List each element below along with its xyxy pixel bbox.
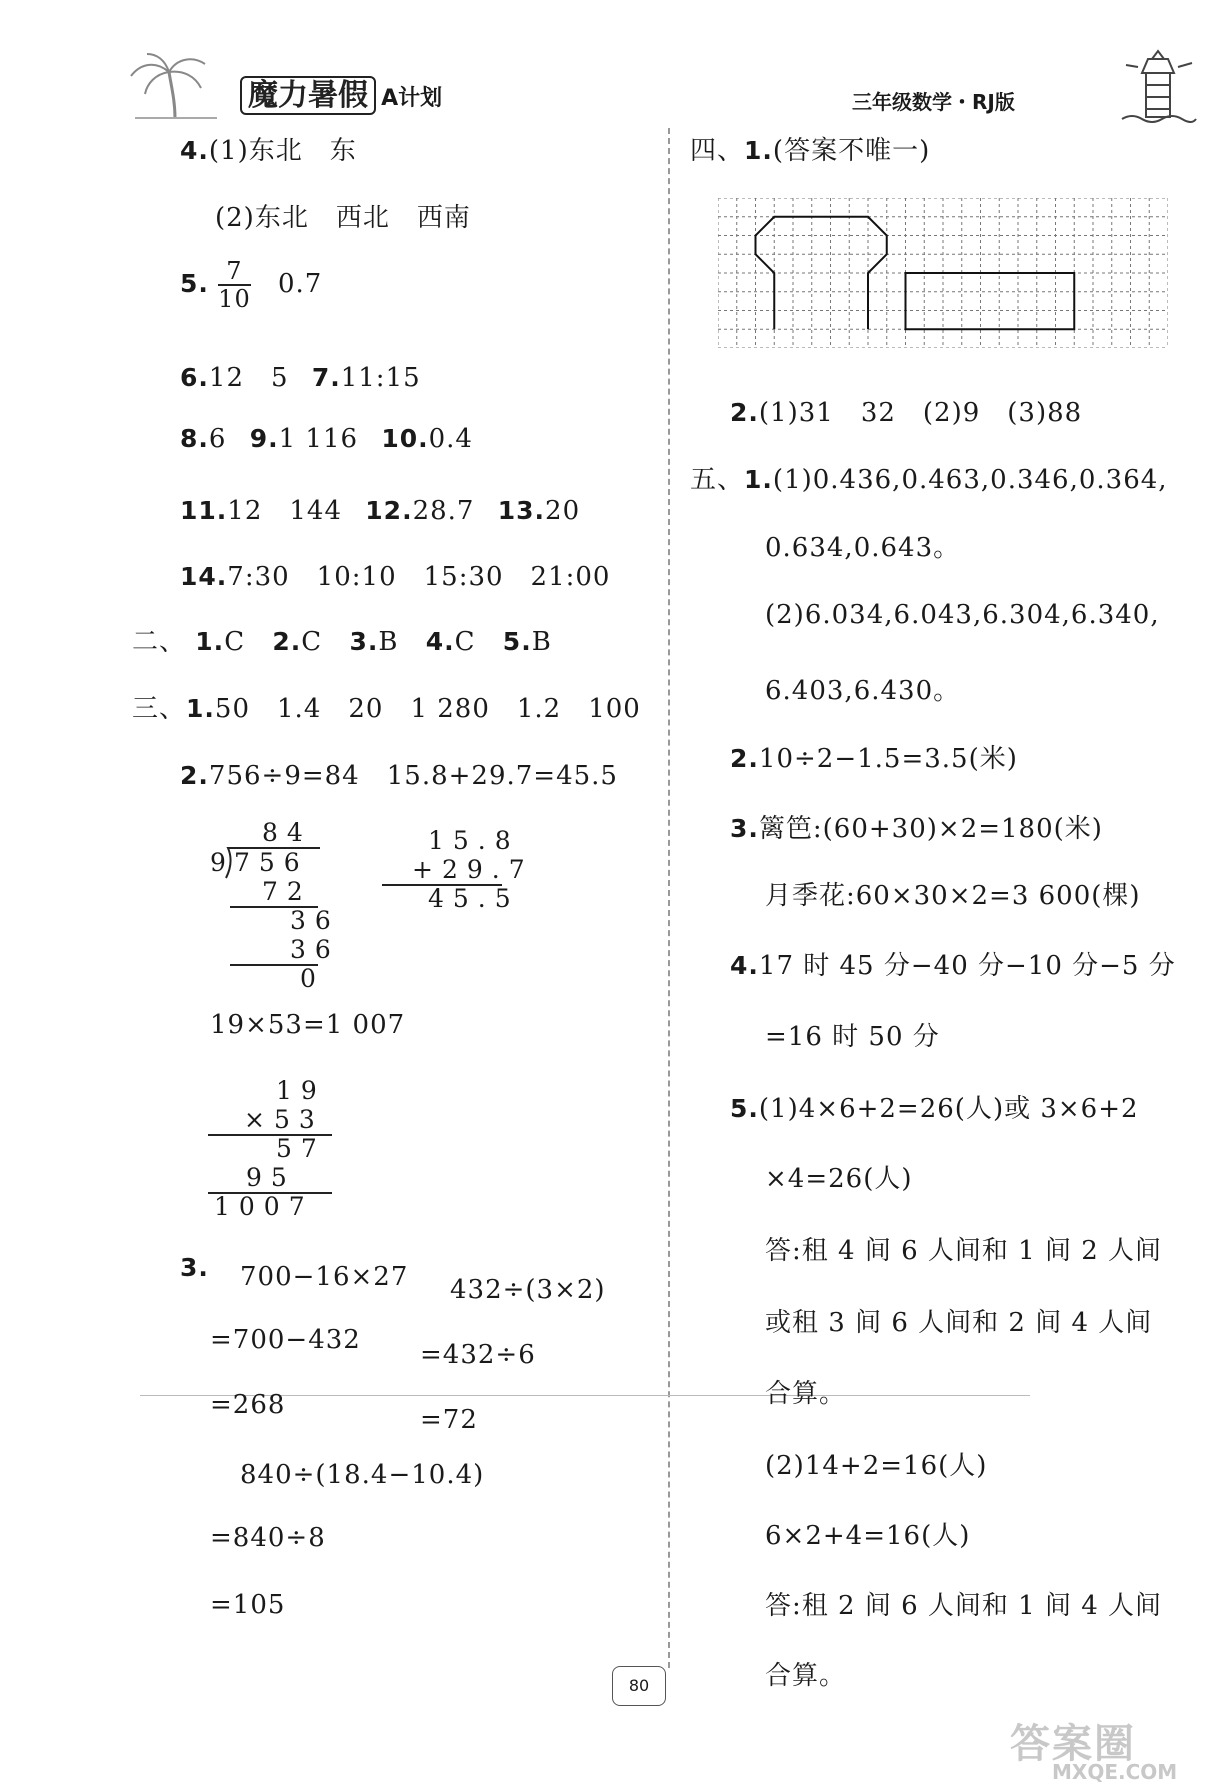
section5-q1-line1: 五、1.(1)0.436,0.463,0.346,0.364, (690, 465, 1168, 495)
section5-q4-line1: 4.17 时 45 分−40 分−10 分−5 分 (730, 951, 1176, 981)
section5-q5-line4: 或租 3 间 6 人间和 2 间 4 人间 (765, 1308, 1153, 1338)
page-number: 80 (612, 1666, 666, 1706)
lighthouse-icon (1118, 45, 1198, 125)
division-step2: 36 (290, 906, 340, 935)
multiplication-top: 19 (276, 1076, 326, 1105)
calc-b-line3: =72 (420, 1405, 478, 1435)
section5-q3-line1: 3.篱笆:(60+30)×2=180(米) (730, 814, 1103, 844)
section5-q1-line3: (2)6.034,6.043,6.304,6.340, (765, 600, 1160, 630)
section5-q3-line2: 月季花:60×30×2=3 600(棵) (765, 881, 1141, 911)
section3-q2: 2.756÷9=84 15.8+29.7=45.5 (180, 761, 618, 791)
section5-q2: 2.10÷2−1.5=3.5(米) (730, 744, 1018, 774)
section5-q5-line8: 答:租 2 间 6 人间和 1 间 4 人间 (765, 1591, 1163, 1621)
multiplication-partial1: 57 (276, 1134, 326, 1163)
watermark-logo: 答案圈 (1010, 1721, 1136, 1767)
calc-c-line3: =105 (210, 1590, 286, 1620)
answer-grid (718, 198, 1168, 348)
section5-q5-line7: 6×2+4=16(人) (765, 1521, 971, 1551)
section5-q4-line2: =16 时 50 分 (765, 1022, 940, 1052)
section5-q5-line9: 合算。 (765, 1661, 847, 1691)
division-dividend: 756 (234, 848, 309, 877)
calc-c-line1: 840÷(18.4−10.4) (240, 1460, 485, 1490)
palm-tree-icon (125, 50, 225, 120)
book-subtitle: A计划 (381, 86, 443, 111)
section3-q3-label: 3. (180, 1253, 209, 1282)
section5-q5-line3: 答:租 4 间 6 人间和 1 间 2 人间 (765, 1236, 1163, 1266)
q14-answer: 14.7:30 10:10 15:30 21:00 (180, 562, 611, 592)
division-quotient: 84 (262, 818, 312, 847)
section5-q5-line5: 合算。 (765, 1379, 847, 1409)
multiplication-equation: 19×53=1 007 (210, 1010, 406, 1040)
calc-a-line2: =700−432 (210, 1325, 361, 1355)
calc-b-line2: =432÷6 (420, 1340, 536, 1370)
q4-line2: (2)东北 西北 西南 (215, 203, 471, 233)
multiplication-result: 1007 (214, 1192, 314, 1221)
calc-b-line1: 432÷(3×2) (450, 1275, 606, 1305)
q6-q7-answer: 6.12 5 7.11:15 (180, 363, 421, 393)
section5-q5-line2: ×4=26(人) (765, 1164, 913, 1194)
q5-answer: 5. $\frac{7}{10}$ 0.7 (180, 257, 323, 313)
section5-q5-line6: (2)14+2=16(人) (765, 1451, 988, 1481)
section4-q2: 2.(1)31 32 (2)9 (3)88 (730, 398, 1083, 428)
division-step3: 36 (290, 935, 340, 964)
division-step1: 72 (262, 877, 312, 906)
section3-q1: 三、1.50 1.4 20 1 280 1.2 100 (132, 694, 641, 724)
q5-fraction: $\frac{7}{10}$ (218, 257, 251, 313)
calc-c-line2: =840÷8 (210, 1523, 326, 1553)
division-divisor: 9 (210, 848, 235, 877)
grade-label: 三年级数学・RJ版 (852, 90, 1015, 114)
column-divider (668, 128, 670, 1668)
q8-q10-answer: 8.6 9.1 116 10.0.4 (180, 424, 473, 454)
calc-a-line1: 700−16×27 (240, 1262, 409, 1292)
division-remainder: 0 (300, 964, 325, 993)
addition-result: 45.5 (428, 884, 520, 913)
watermark-url: MXQE.COM (1052, 1760, 1178, 1784)
multiplication-mid: ×53 (244, 1105, 324, 1134)
q4-line1: 4.(1)东北 东 (180, 136, 357, 166)
addition-top: 15.8 (428, 826, 520, 855)
book-title: 魔力暑假 (240, 76, 376, 115)
calc-a-line3: =268 (210, 1390, 286, 1420)
section4-q1: 四、1.(答案不唯一) (690, 136, 931, 166)
multiplication-partial2: 95 (246, 1163, 296, 1192)
section2-answers: 二、 1.C 2.C 3.B 4.C 5.B (132, 627, 552, 657)
q11-q13-answer: 11.12 144 12.28.7 13.20 (180, 496, 581, 526)
section5-q1-line4: 6.403,6.430。 (765, 676, 961, 706)
section5-q5-line1: 5.(1)4×6+2=26(人)或 3×6+2 (730, 1094, 1139, 1124)
addition-mid: +29.7 (412, 855, 534, 884)
section5-q1-line2: 0.634,0.643。 (765, 533, 961, 563)
